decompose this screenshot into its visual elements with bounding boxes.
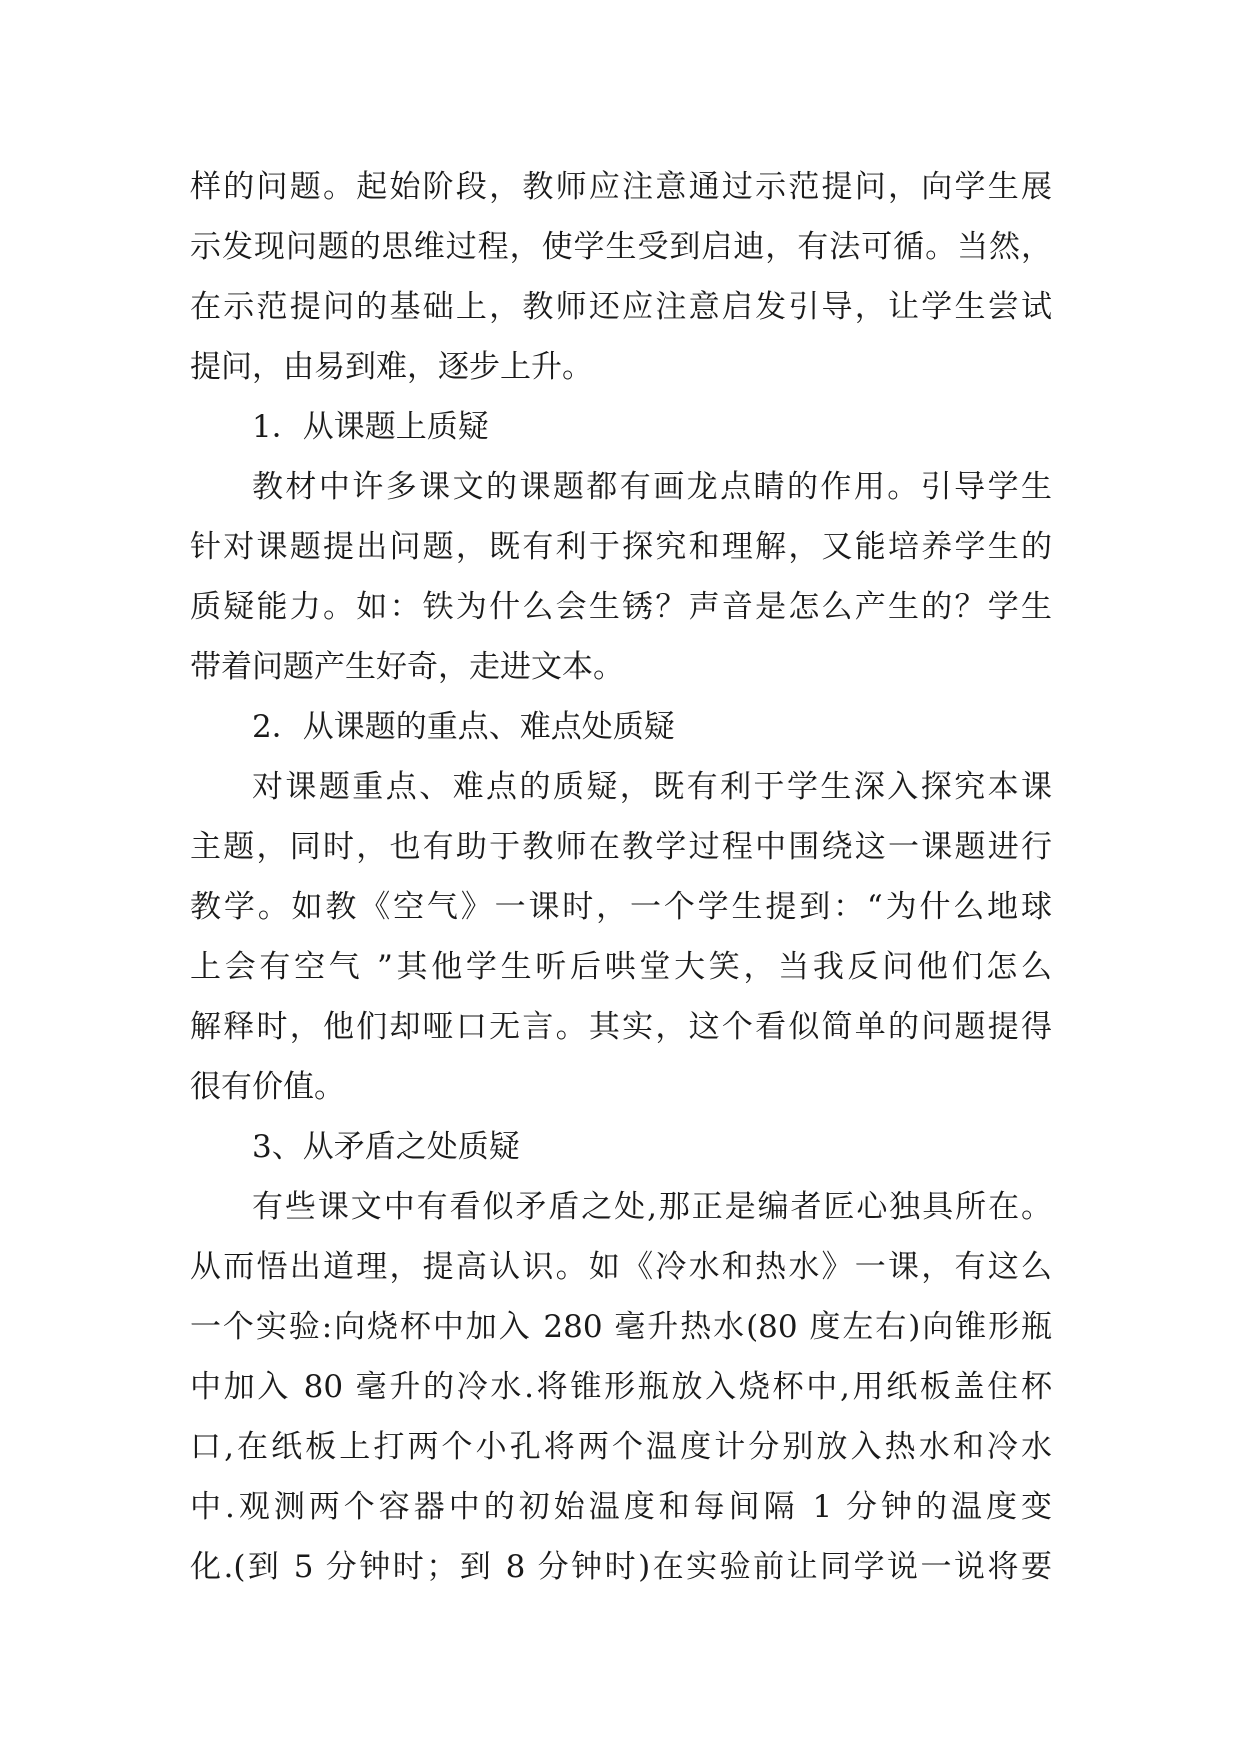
paragraph-line: 从而悟出道理，提高认识。如《冷水和热水》一课，有这么 — [190, 1249, 1052, 1285]
paragraph-line: 示发现问题的思维过程，使学生受到启迪，有法可循。当然， — [190, 229, 1052, 265]
paragraph-line: 一个实验:向烧杯中加入 280 毫升热水(80 度左右)向锥形瓶 — [190, 1309, 1052, 1345]
paragraph-line: 带着问题产生好奇，走进文本。 — [190, 649, 624, 685]
paragraph-line: 解释时，他们却哑口无言。其实，这个看似简单的问题提得 — [190, 1009, 1052, 1045]
paragraph-line: 有些课文中有看似矛盾之处,那正是编者匠心独具所在。 — [252, 1189, 1052, 1225]
paragraph-line: 样的问题。起始阶段，教师应注意通过示范提问，向学生展 — [190, 169, 1052, 205]
paragraph-line: 质疑能力。如：铁为什么会生锈？声音是怎么产生的？学生 — [190, 589, 1052, 625]
section-heading: 3、从矛盾之处质疑 — [252, 1129, 520, 1165]
paragraph-line: 中加入 80 毫升的冷水.将锥形瓶放入烧杯中,用纸板盖住杯 — [190, 1369, 1052, 1405]
paragraph-line: 中.观测两个容器中的初始温度和每间隔 1 分钟的温度变 — [190, 1489, 1052, 1525]
section-heading: 2．从课题的重点、难点处质疑 — [252, 709, 675, 745]
paragraph-line: 很有价值。 — [190, 1069, 345, 1105]
paragraph-line: 对课题重点、难点的质疑，既有利于学生深入探究本课 — [252, 769, 1052, 805]
paragraph-line: 针对课题提出问题，既有利于探究和理解，又能培养学生的 — [190, 529, 1052, 565]
paragraph-line: 提问，由易到难，逐步上升。 — [190, 349, 593, 385]
paragraph-line: 教材中许多课文的课题都有画龙点睛的作用。引导学生 — [252, 469, 1052, 505]
paragraph-line: 教学。如教《空气》一课时，一个学生提到：“为什么地球 — [190, 889, 1052, 925]
paragraph-line: 主题，同时，也有助于教师在教学过程中围绕这一课题进行 — [190, 829, 1052, 865]
paragraph-line: 上会有空气 ”其他学生听后哄堂大笑，当我反问他们怎么 — [190, 949, 1052, 985]
paragraph-line: 在示范提问的基础上，教师还应注意启发引导，让学生尝试 — [190, 289, 1052, 325]
section-heading: 1．从课题上质疑 — [252, 409, 489, 445]
paragraph-line: 化.(到 5 分钟时；到 8 分钟时)在实验前让同学说一说将要 — [190, 1549, 1052, 1585]
paragraph-line: 口,在纸板上打两个小孔将两个温度计分别放入热水和冷水 — [190, 1429, 1052, 1465]
